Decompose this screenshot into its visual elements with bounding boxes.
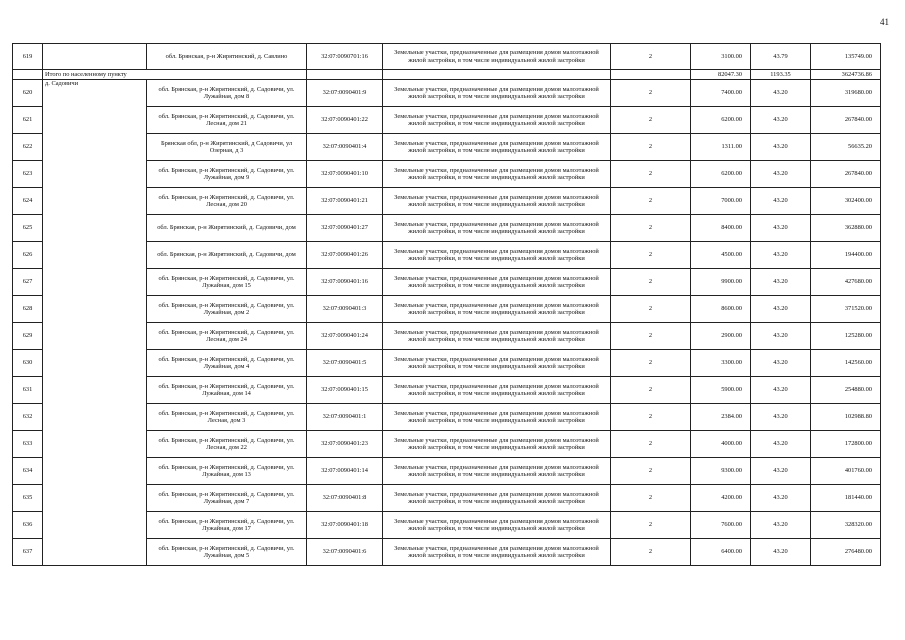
row-number: 626	[13, 242, 43, 269]
category-cell: 2	[611, 44, 691, 70]
empty-cell	[307, 70, 383, 80]
purpose-cell: Земельные участки, предназначенные для размещения домов малоэтажной жилой застройки, в том числе индивидуальной жилой застройки	[383, 134, 611, 161]
total-area: 82047.30	[691, 70, 751, 80]
cadastral-number-cell: 32:07:0090401:23	[307, 431, 383, 458]
area-cell: 4000.00	[691, 431, 751, 458]
purpose-cell: Земельные участки, предназначенные для размещения домов малоэтажной жилой застройки, в том числе индивидуальной жилой застройки	[383, 296, 611, 323]
row-number: 629	[13, 323, 43, 350]
row-number: 621	[13, 107, 43, 134]
purpose-cell: Земельные участки, предназначенные для размещения домов малоэтажной жилой застройки, в том числе индивидуальной жилой застройки	[383, 485, 611, 512]
row-number: 624	[13, 188, 43, 215]
cadastral-number-cell: 32:07:0090401:27	[307, 215, 383, 242]
purpose-cell: Земельные участки, предназначенные для размещения домов малоэтажной жилой застройки, в том числе индивидуальной жилой застройки	[383, 350, 611, 377]
rate-cell: 43.20	[751, 215, 811, 242]
empty-cell	[611, 70, 691, 80]
table-body	[13, 44, 881, 566]
category-cell: 2	[611, 323, 691, 350]
rate-cell: 43.20	[751, 377, 811, 404]
rate-cell: 43.20	[751, 188, 811, 215]
row-number: 635	[13, 485, 43, 512]
address-cell: обл. Брянская, р-н Жирятинский, д. Садовичи, ул. Лесная, дом 21	[147, 107, 307, 134]
rate-cell: 43.20	[751, 242, 811, 269]
rate-cell: 43.20	[751, 485, 811, 512]
row-number: 636	[13, 512, 43, 539]
row-number: 637	[13, 539, 43, 566]
cadastral-number-cell: 32:07:0090401:22	[307, 107, 383, 134]
cadastral-number-cell: 32:07:0090401:26	[307, 242, 383, 269]
row-number: 627	[13, 269, 43, 296]
row-number: 619	[13, 44, 43, 70]
area-cell: 7600.00	[691, 512, 751, 539]
address-cell: обл. Брянская, р-н Жирятинский, д. Садовичи, ул. Лесная, дом 3	[147, 404, 307, 431]
rate-cell: 43.20	[751, 107, 811, 134]
row-number: 633	[13, 431, 43, 458]
address-cell: Брянская обл, р-н Жирятинский, д Садовичи, ул Озерная, д 3	[147, 134, 307, 161]
area-cell: 3100.00	[691, 44, 751, 70]
purpose-cell: Земельные участки, предназначенные для размещения домов малоэтажной жилой застройки, в том числе индивидуальной жилой застройки	[383, 431, 611, 458]
row-number: 622	[13, 134, 43, 161]
rate-cell: 43.20	[751, 269, 811, 296]
cadastral-value-cell: 401760.00	[811, 458, 881, 485]
rate-cell: 43.20	[751, 323, 811, 350]
address-cell: обл. Брянская, р-н Жирятинский, д. Садовичи, ул. Лесная, дом 24	[147, 323, 307, 350]
rate-cell: 43.20	[751, 134, 811, 161]
category-cell: 2	[611, 458, 691, 485]
area-cell: 7400.00	[691, 80, 751, 107]
purpose-cell: Земельные участки, предназначенные для размещения домов малоэтажной жилой застройки, в том числе индивидуальной жилой застройки	[383, 539, 611, 566]
purpose-cell: Земельные участки, предназначенные для размещения домов малоэтажной жилой застройки, в том числе индивидуальной жилой застройки	[383, 269, 611, 296]
category-cell: 2	[611, 431, 691, 458]
purpose-cell: Земельные участки, предназначенные для размещения домов малоэтажной жилой застройки, в том числе индивидуальной жилой застройки	[383, 161, 611, 188]
purpose-cell: Земельные участки, предназначенные для размещения домов малоэтажной жилой застройки, в том числе индивидуальной жилой застройки	[383, 215, 611, 242]
address-cell: обл. Брянская, р-н Жирятинский, д. Садовичи, ул. Лужайная, дом 8	[147, 80, 307, 107]
cadastral-valuation-table	[12, 43, 881, 566]
rate-cell: 43.20	[751, 350, 811, 377]
category-cell: 2	[611, 377, 691, 404]
row-number: 628	[13, 296, 43, 323]
cadastral-value-cell: 276480.00	[811, 539, 881, 566]
cadastral-number-cell: 32:07:0090401:18	[307, 512, 383, 539]
area-cell: 5900.00	[691, 377, 751, 404]
total-sum: 3624736.86	[811, 70, 881, 80]
purpose-cell: Земельные участки, предназначенные для размещения домов малоэтажной жилой застройки, в том числе индивидуальной жилой застройки	[383, 80, 611, 107]
category-cell: 2	[611, 485, 691, 512]
cadastral-value-cell: 194400.00	[811, 242, 881, 269]
rate-cell: 43.20	[751, 296, 811, 323]
category-cell: 2	[611, 269, 691, 296]
area-cell: 2900.00	[691, 323, 751, 350]
rate-cell: 43.20	[751, 539, 811, 566]
rate-cell: 43.20	[751, 431, 811, 458]
address-cell: обл. Брянская, р-н Жирятинский, д. Садовичи, ул. Лужайная, дом 14	[147, 377, 307, 404]
cadastral-number-cell: 32:07:0090701:16	[307, 44, 383, 70]
purpose-cell: Земельные участки, предназначенные для размещения домов малоэтажной жилой застройки, в том числе индивидуальной жилой застройки	[383, 404, 611, 431]
rate-cell: 43.79	[751, 44, 811, 70]
row-number: 620	[13, 80, 43, 107]
purpose-cell: Земельные участки, предназначенные для размещения домов малоэтажной жилой застройки, в том числе индивидуальной жилой застройки	[383, 377, 611, 404]
category-cell: 2	[611, 296, 691, 323]
cadastral-number-cell: 32:07:0090401:15	[307, 377, 383, 404]
address-cell: обл. Брянская, р-н Жирятинский, д. Садовичи, дом	[147, 215, 307, 242]
row-number: 632	[13, 404, 43, 431]
category-cell: 2	[611, 350, 691, 377]
cadastral-value-cell: 135749.00	[811, 44, 881, 70]
rate-cell: 43.20	[751, 161, 811, 188]
category-cell: 2	[611, 242, 691, 269]
area-cell: 4500.00	[691, 242, 751, 269]
purpose-cell: Земельные участки, предназначенные для размещения домов малоэтажной жилой застройки, в том числе индивидуальной жилой застройки	[383, 323, 611, 350]
cadastral-number-cell: 32:07:0090401:14	[307, 458, 383, 485]
address-cell: обл. Брянская, р-н Жирятинский, д. Садовичи, ул. Лужайная, дом 4	[147, 350, 307, 377]
row-number: 634	[13, 458, 43, 485]
total-row	[13, 70, 881, 80]
purpose-cell: Земельные участки, предназначенные для размещения домов малоэтажной жилой застройки, в том числе индивидуальной жилой застройки	[383, 188, 611, 215]
area-cell: 9900.00	[691, 269, 751, 296]
area-cell: 6400.00	[691, 539, 751, 566]
address-cell: обл. Брянская, р-н Жирятинский, д. Садовичи, ул. Лужайная, дом 5	[147, 539, 307, 566]
cadastral-value-cell: 267840.00	[811, 107, 881, 134]
cadastral-value-cell: 254880.00	[811, 377, 881, 404]
purpose-cell: Земельные участки, предназначенные для размещения домов малоэтажной жилой застройки, в том числе индивидуальной жилой застройки	[383, 458, 611, 485]
cadastral-value-cell: 125280.00	[811, 323, 881, 350]
cadastral-number-cell: 32:07:0090401:1	[307, 404, 383, 431]
purpose-cell: Земельные участки, предназначенные для размещения домов малоэтажной жилой застройки, в том числе индивидуальной жилой застройки	[383, 107, 611, 134]
row-number: 623	[13, 161, 43, 188]
area-cell: 6200.00	[691, 107, 751, 134]
cadastral-number-cell: 32:07:0090401:21	[307, 188, 383, 215]
cadastral-value-cell: 328320.00	[811, 512, 881, 539]
category-cell: 2	[611, 80, 691, 107]
area-cell: 4200.00	[691, 485, 751, 512]
row-number: 631	[13, 377, 43, 404]
area-cell: 8600.00	[691, 296, 751, 323]
cadastral-value-cell: 267840.00	[811, 161, 881, 188]
area-cell: 6200.00	[691, 161, 751, 188]
address-cell: обл. Брянская, р-н Жирятинский, д. Савлино	[147, 44, 307, 70]
cadastral-number-cell: 32:07:0090401:6	[307, 539, 383, 566]
cadastral-value-cell: 319680.00	[811, 80, 881, 107]
cadastral-number-cell: 32:07:0090401:4	[307, 134, 383, 161]
table-row	[13, 44, 881, 70]
rate-cell: 43.20	[751, 458, 811, 485]
purpose-cell: Земельные участки, предназначенные для размещения домов малоэтажной жилой застройки, в том числе индивидуальной жилой застройки	[383, 44, 611, 70]
row-number: 630	[13, 350, 43, 377]
address-cell: обл. Брянская, р-н Жирятинский, д. Садовичи, ул. Лужайная, дом 17	[147, 512, 307, 539]
settlement-name: д. Садовичи	[43, 80, 147, 566]
area-cell: 7000.00	[691, 188, 751, 215]
cadastral-number-cell: 32:07:0090401:24	[307, 323, 383, 350]
address-cell: обл. Брянская, р-н Жирятинский, д. Садовичи, ул. Лужайная, дом 13	[147, 458, 307, 485]
category-cell: 2	[611, 539, 691, 566]
area-cell: 3300.00	[691, 350, 751, 377]
cadastral-number-cell: 32:07:0090401:10	[307, 161, 383, 188]
address-cell: обл. Брянская, р-н Жирятинский, д. Садовичи, ул. Лужайная, дом 7	[147, 485, 307, 512]
cadastral-value-cell: 142560.00	[811, 350, 881, 377]
cadastral-value-cell: 302400.00	[811, 188, 881, 215]
cadastral-value-cell: 56635.20	[811, 134, 881, 161]
cadastral-number-cell: 32:07:0090401:3	[307, 296, 383, 323]
category-cell: 2	[611, 404, 691, 431]
cadastral-value-cell: 181440.00	[811, 485, 881, 512]
purpose-cell: Земельные участки, предназначенные для размещения домов малоэтажной жилой застройки, в том числе индивидуальной жилой застройки	[383, 242, 611, 269]
address-cell: обл. Брянская, р-н Жирятинский, д. Садовичи, ул. Лужайная, дом 15	[147, 269, 307, 296]
area-cell: 8400.00	[691, 215, 751, 242]
cadastral-number-cell: 32:07:0090401:8	[307, 485, 383, 512]
category-cell: 2	[611, 134, 691, 161]
address-cell: обл. Брянская, р-н Жирятинский, д. Садовичи, ул. Лужайная, дом 9	[147, 161, 307, 188]
area-cell: 2384.00	[691, 404, 751, 431]
rate-cell: 43.20	[751, 512, 811, 539]
table-row	[13, 80, 881, 107]
area-cell: 9300.00	[691, 458, 751, 485]
rate-cell: 43.20	[751, 404, 811, 431]
purpose-cell: Земельные участки, предназначенные для размещения домов малоэтажной жилой застройки, в том числе индивидуальной жилой застройки	[383, 512, 611, 539]
category-cell: 2	[611, 188, 691, 215]
category-cell: 2	[611, 161, 691, 188]
cadastral-value-cell: 362880.00	[811, 215, 881, 242]
address-cell: обл. Брянская, р-н Жирятинский, д. Садовичи, ул. Лесная, дом 20	[147, 188, 307, 215]
area-cell: 1311.00	[691, 134, 751, 161]
category-cell: 2	[611, 107, 691, 134]
row-number: 625	[13, 215, 43, 242]
rate-cell: 43.20	[751, 80, 811, 107]
cadastral-value-cell: 172800.00	[811, 431, 881, 458]
category-cell: 2	[611, 512, 691, 539]
cadastral-value-cell: 371520.00	[811, 296, 881, 323]
cadastral-value-cell: 102988.80	[811, 404, 881, 431]
cadastral-number-cell: 32:07:0090401:16	[307, 269, 383, 296]
page-number: 41	[880, 17, 889, 27]
address-cell: обл. Брянская, р-н Жирятинский, д. Садовичи, дом	[147, 242, 307, 269]
cadastral-number-cell: 32:07:0090401:5	[307, 350, 383, 377]
category-cell: 2	[611, 215, 691, 242]
address-cell: обл. Брянская, р-н Жирятинский, д. Садовичи, ул. Лужайная, дом 2	[147, 296, 307, 323]
total-label: Итого по населенному пункту	[43, 70, 307, 80]
empty-cell	[383, 70, 611, 80]
empty-cell	[13, 70, 43, 80]
address-cell: обл. Брянская, р-н Жирятинский, д. Садовичи, ул. Лесная, дом 22	[147, 431, 307, 458]
settlement-cell	[43, 44, 147, 70]
total-rate: 1193.35	[751, 70, 811, 80]
cadastral-number-cell: 32:07:0090401:9	[307, 80, 383, 107]
cadastral-value-cell: 427680.00	[811, 269, 881, 296]
